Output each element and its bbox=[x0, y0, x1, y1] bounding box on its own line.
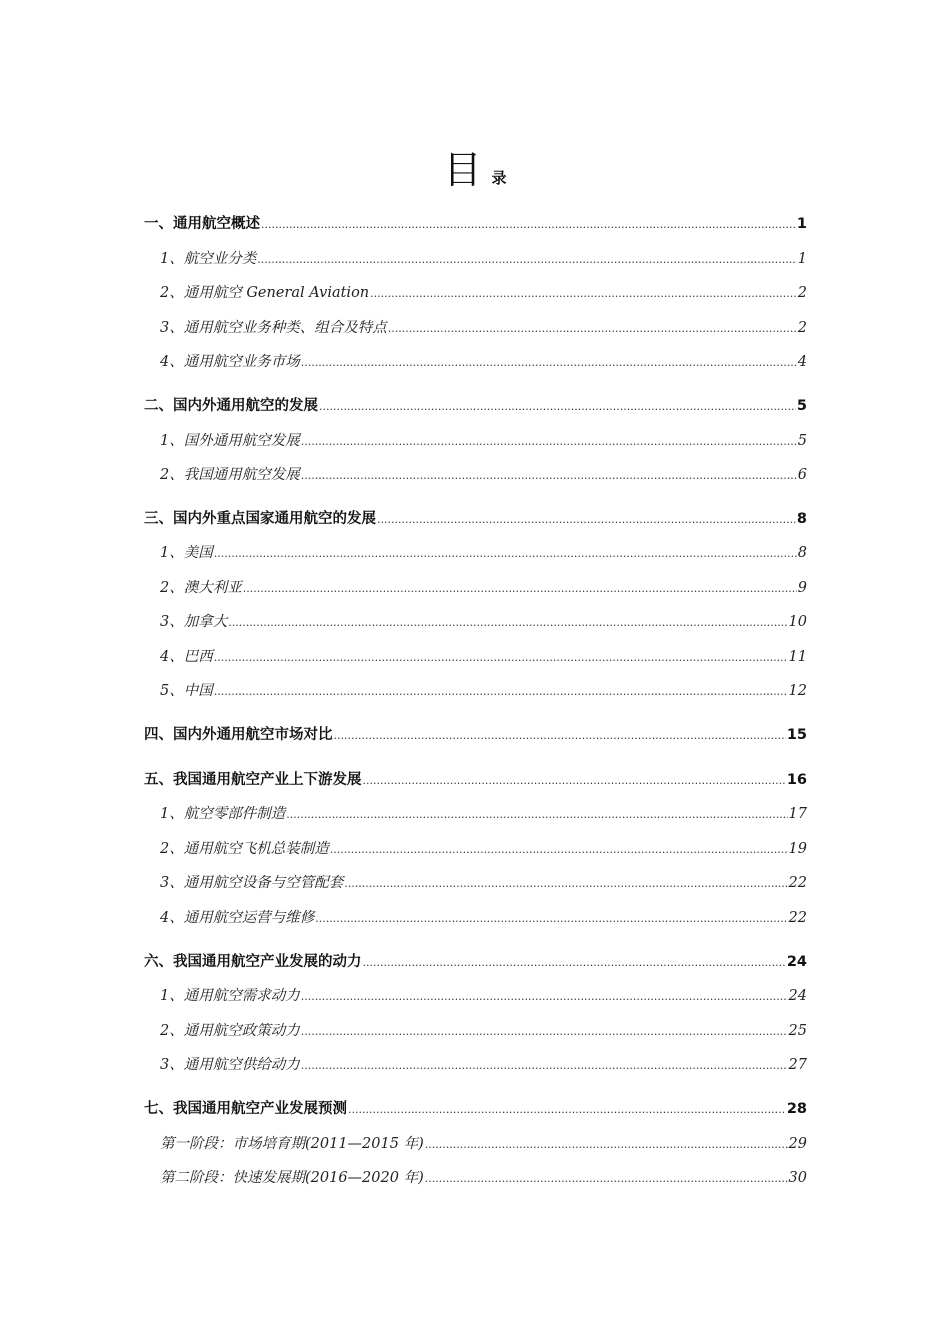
toc-entry-label: 五、我国通用航空产业上下游发展 bbox=[144, 772, 362, 788]
toc-entry-label: 通用航空设备与空管配套 bbox=[183, 875, 344, 891]
toc-entry-label: 通用航空供给动力 bbox=[183, 1057, 300, 1073]
toc-subsection[interactable] bbox=[160, 873, 807, 893]
toc-page-number: 24 bbox=[786, 954, 807, 970]
toc-entry-label: 通用航空运营与维修 bbox=[183, 910, 315, 926]
toc-entry-label: 通用航空业务市场 bbox=[183, 354, 300, 370]
toc-subsection[interactable] bbox=[160, 352, 807, 372]
toc-section[interactable] bbox=[144, 1099, 807, 1119]
toc-page-number: 12 bbox=[788, 683, 807, 699]
toc-entry-label: 七、我国通用航空产业发展预测 bbox=[144, 1101, 347, 1117]
toc-entry-number: 4、 bbox=[160, 354, 184, 370]
toc-page-number: 2 bbox=[797, 285, 807, 301]
toc-entry-number: 1、 bbox=[160, 545, 184, 561]
toc-page-number: 10 bbox=[788, 614, 807, 630]
toc-dot-leader bbox=[348, 1100, 786, 1120]
toc-entry-label: 通用航空需求动力 bbox=[183, 988, 300, 1004]
toc-dot-leader bbox=[388, 319, 797, 339]
toc-subsection[interactable] bbox=[160, 1021, 807, 1041]
toc-subsection[interactable] bbox=[160, 908, 807, 928]
toc-subsection[interactable] bbox=[160, 431, 807, 451]
toc-entry-number: 4、 bbox=[160, 910, 184, 926]
toc-subsection[interactable] bbox=[160, 612, 807, 632]
toc-entry-number: 1、 bbox=[160, 433, 184, 449]
toc-page-number: 29 bbox=[788, 1136, 807, 1152]
toc-section[interactable] bbox=[144, 509, 807, 529]
toc-subsection[interactable] bbox=[160, 1134, 807, 1154]
toc-entry-number: 1、 bbox=[160, 806, 184, 822]
toc-page-number: 22 bbox=[788, 910, 807, 926]
toc-dot-leader bbox=[261, 215, 796, 235]
toc-page-number: 19 bbox=[788, 841, 807, 857]
toc-page-number: 15 bbox=[786, 727, 807, 743]
toc-title-sub: 录 bbox=[491, 169, 507, 187]
toc-entry-label: 我国通用航空发展 bbox=[183, 467, 300, 483]
toc-entry-label: 三、国内外重点国家通用航空的发展 bbox=[144, 511, 376, 527]
toc-page-number: 28 bbox=[786, 1101, 807, 1117]
toc-page-number: 27 bbox=[788, 1057, 807, 1073]
toc-entry-label: 加拿大 bbox=[183, 614, 228, 630]
toc-section[interactable] bbox=[144, 952, 807, 972]
toc-entry-label: 国外通用航空发展 bbox=[183, 433, 300, 449]
toc-dot-leader bbox=[301, 466, 797, 486]
toc-page-number: 25 bbox=[788, 1023, 807, 1039]
toc-dot-leader bbox=[286, 805, 787, 825]
toc-dot-leader bbox=[228, 613, 787, 633]
toc-dot-leader bbox=[301, 1022, 788, 1042]
toc-page-number: 1 bbox=[796, 216, 807, 232]
toc-page-number: 30 bbox=[788, 1170, 807, 1186]
toc-page-number: 8 bbox=[796, 511, 807, 527]
toc-dot-leader bbox=[363, 953, 786, 973]
toc-entry-label: 第二阶段：快速发展期(2016—2020 年) bbox=[160, 1170, 424, 1186]
toc-page-number: 1 bbox=[797, 251, 807, 267]
toc-dot-leader bbox=[425, 1169, 788, 1189]
toc-entry-number: 3、 bbox=[160, 320, 184, 336]
toc-section[interactable] bbox=[144, 725, 807, 745]
toc-page-number: 6 bbox=[797, 467, 807, 483]
toc-entry-label: 澳大利亚 bbox=[183, 580, 242, 596]
toc-entry-number: 2、 bbox=[160, 467, 184, 483]
toc-entry-label: 通用航空飞机总装制造 bbox=[183, 841, 329, 857]
toc-dot-leader bbox=[370, 284, 797, 304]
toc-entry-number: 2、 bbox=[160, 285, 184, 301]
toc-subsection[interactable] bbox=[160, 804, 807, 824]
toc-page-number: 11 bbox=[788, 649, 807, 665]
toc-entry-label: 第一阶段：市场培育期(2011—2015 年) bbox=[160, 1136, 424, 1152]
toc-section[interactable] bbox=[144, 214, 807, 234]
toc-entry-label: 通用航空业务种类、组合及特点 bbox=[183, 320, 387, 336]
toc-entry-label: 通用航空 General Aviation bbox=[183, 285, 370, 301]
toc-title-main: 目 bbox=[443, 148, 482, 192]
toc-entry-label: 二、国内外通用航空的发展 bbox=[144, 398, 318, 414]
toc-page-number: 16 bbox=[786, 772, 807, 788]
toc-subsection[interactable] bbox=[160, 1055, 807, 1075]
toc-dot-leader bbox=[214, 648, 788, 668]
toc-subsection[interactable] bbox=[160, 465, 807, 485]
toc-dot-leader bbox=[214, 682, 788, 702]
toc-section[interactable] bbox=[144, 770, 807, 790]
toc-page-number: 5 bbox=[797, 433, 807, 449]
toc-page-number: 4 bbox=[797, 354, 807, 370]
toc-entry-label: 航空零部件制造 bbox=[183, 806, 286, 822]
toc-dot-leader bbox=[425, 1135, 788, 1155]
toc-dot-leader bbox=[363, 771, 786, 791]
toc-subsection[interactable] bbox=[160, 986, 807, 1006]
toc-dot-leader bbox=[334, 726, 786, 746]
toc-entry-label: 美国 bbox=[183, 545, 213, 561]
toc-dot-leader bbox=[301, 1056, 788, 1076]
toc-entry-label: 四、国内外通用航空市场对比 bbox=[144, 727, 333, 743]
toc-dot-leader bbox=[315, 909, 787, 929]
toc-entry-label: 巴西 bbox=[183, 649, 213, 665]
toc-page-number: 22 bbox=[788, 875, 807, 891]
toc-section[interactable] bbox=[144, 396, 807, 416]
toc-subsection[interactable] bbox=[160, 543, 807, 563]
toc-subsection[interactable] bbox=[160, 283, 807, 303]
toc-entry-number: 2、 bbox=[160, 841, 184, 857]
toc-subsection[interactable] bbox=[160, 1168, 807, 1188]
toc-page-number: 9 bbox=[797, 580, 807, 596]
toc-page-number: 24 bbox=[788, 988, 807, 1004]
toc-page-number: 8 bbox=[797, 545, 807, 561]
toc-dot-leader bbox=[301, 432, 797, 452]
toc-page-number: 17 bbox=[788, 806, 807, 822]
toc-dot-leader bbox=[214, 544, 797, 564]
toc-subsection[interactable] bbox=[160, 249, 807, 269]
toc-entry-label: 中国 bbox=[183, 683, 213, 699]
toc-entry-number: 3、 bbox=[160, 875, 184, 891]
toc-entry-number: 2、 bbox=[160, 580, 184, 596]
toc-dot-leader bbox=[301, 353, 797, 373]
toc-entry-label: 一、通用航空概述 bbox=[144, 216, 260, 232]
toc-dot-leader bbox=[330, 840, 788, 860]
toc-dot-leader bbox=[257, 250, 797, 270]
toc-entry-number: 2、 bbox=[160, 1023, 184, 1039]
toc-entry-number: 4、 bbox=[160, 649, 184, 665]
toc-page-number: 5 bbox=[796, 398, 807, 414]
toc-entry-number: 5、 bbox=[160, 683, 184, 699]
toc-entry-number: 3、 bbox=[160, 1057, 184, 1073]
toc-subsection[interactable] bbox=[160, 681, 807, 701]
toc-dot-leader bbox=[319, 397, 796, 417]
toc-entry-label: 航空业分类 bbox=[183, 251, 257, 267]
toc-dot-leader bbox=[243, 579, 797, 599]
toc-subsection[interactable] bbox=[160, 318, 807, 338]
toc-page-number: 2 bbox=[797, 320, 807, 336]
toc-title bbox=[0, 148, 950, 192]
toc-entry-number: 1、 bbox=[160, 988, 184, 1004]
toc-dot-leader bbox=[377, 510, 796, 530]
toc-subsection[interactable] bbox=[160, 839, 807, 859]
toc-dot-leader bbox=[344, 874, 787, 894]
toc-dot-leader bbox=[301, 987, 788, 1007]
toc-entry-label: 六、我国通用航空产业发展的动力 bbox=[144, 954, 362, 970]
toc-entry-label: 通用航空政策动力 bbox=[183, 1023, 300, 1039]
toc-entry-number: 1、 bbox=[160, 251, 184, 267]
toc-subsection[interactable] bbox=[160, 647, 807, 667]
toc-entry-number: 3、 bbox=[160, 614, 184, 630]
toc-subsection[interactable] bbox=[160, 578, 807, 598]
